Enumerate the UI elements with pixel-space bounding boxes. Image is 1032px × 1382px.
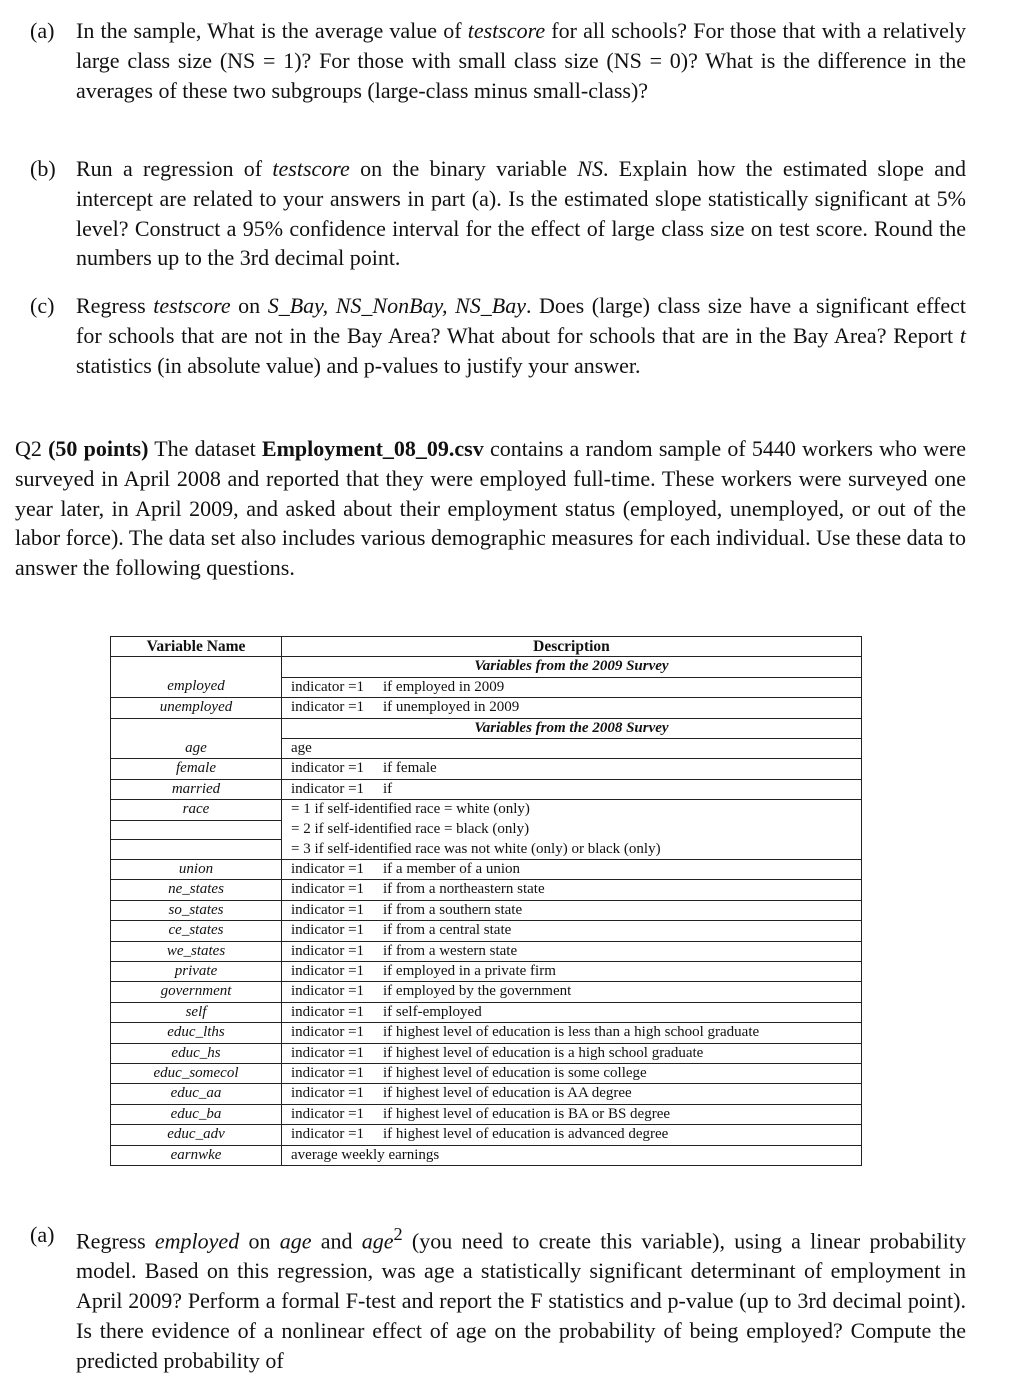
table-row	[111, 900, 862, 920]
table-row	[111, 739, 862, 759]
table-row	[111, 1145, 862, 1165]
variable-name: educ_somecol	[111, 1064, 282, 1084]
table-row	[111, 921, 862, 941]
variable-description	[282, 759, 862, 779]
section-spacer	[111, 718, 282, 738]
variable-table	[110, 636, 862, 1166]
section-2008-heading: Variables from the 2008 Survey	[282, 718, 862, 738]
variable-name: ce_states	[111, 921, 282, 941]
table-row	[111, 880, 862, 900]
question-1b	[30, 154, 966, 273]
description-text: if highest level of education is a high school graduate	[383, 1044, 704, 1061]
table-row	[111, 1043, 862, 1063]
variable-name: union	[111, 859, 282, 879]
table-row	[111, 779, 862, 799]
question-1c-label: (c)	[30, 293, 55, 318]
description-text: if self-employed	[383, 1003, 482, 1020]
description-text: if from a central state	[383, 922, 512, 939]
variable-description	[282, 1064, 862, 1084]
question-1a	[30, 16, 966, 105]
variable-description	[282, 1002, 862, 1022]
race-code-line: = 2 if self-identified race = black (only)	[282, 820, 862, 839]
variable-description	[282, 982, 862, 1002]
variable-name: educ_aa	[111, 1084, 282, 1104]
table-row	[111, 1023, 862, 1043]
indicator-text: indicator =1	[291, 963, 365, 979]
variable-description	[282, 1104, 862, 1124]
description-text: if highest level of education is less than a high school graduate	[383, 1024, 760, 1041]
variable-description	[282, 1023, 862, 1043]
indicator-text: indicator =1	[291, 942, 365, 959]
header-variable-name: Variable Name	[111, 637, 282, 657]
description-text: if a member of a union	[383, 860, 521, 877]
header-description: Description	[282, 637, 862, 657]
indicator-text: indicator =1	[291, 1024, 365, 1041]
indicator-text: indicator =1	[291, 860, 365, 877]
question-1c-text: Regress testscore on S_Bay, NS_NonBay, NS_Bay. Does (large) class size have a significant effect for schools that are not in the Bay Area? What about for schools that are in the Bay Area? Report t statistics (in absolute value) and p-values to justify your answer.	[76, 293, 967, 378]
table-row	[111, 1084, 862, 1104]
indicator-text: indicator =1	[291, 983, 365, 1000]
question-2a-label: (a)	[30, 1222, 55, 1247]
indicator-text: indicator =1	[291, 760, 365, 777]
variable-name: age	[111, 739, 282, 759]
description-text: if from a southern state	[383, 901, 523, 918]
description-text: if from a western state	[383, 942, 518, 959]
section-2009-heading: Variables from the 2009 Survey	[282, 657, 862, 677]
variable-description	[282, 677, 862, 697]
variable-description	[282, 1125, 862, 1145]
variable-name: educ_lths	[111, 1023, 282, 1043]
variable-description	[282, 941, 862, 961]
description-text: if highest level of education is some college	[383, 1065, 647, 1082]
table-row	[111, 1104, 862, 1124]
indicator-text: indicator =1	[291, 678, 365, 695]
description-text: if unemployed in 2009	[383, 699, 520, 716]
question-2a-text: Regress employed on age and age$^2$ (you need to create this variable), using a linear probability model. Based on this regression, was age a statistically significant determinant of employment in April 2009? Perform a formal F-test and report the F statistics and p-value (up to 3rd decimal point). Is there evidence of a nonlinear effect of age on the probability of being employed? Compute the predicted probability of	[76, 1224, 967, 1373]
indicator-text: indicator =1	[291, 1126, 365, 1143]
variable-name: government	[111, 982, 282, 1002]
indicator-text: indicator =1	[291, 699, 365, 716]
table-row	[111, 859, 862, 879]
question-1c	[30, 291, 966, 380]
indicator-text: indicator =1	[291, 881, 365, 898]
description-text: if from a northeastern state	[383, 881, 545, 898]
variable-name: married	[111, 779, 282, 799]
variable-description	[282, 962, 862, 982]
description-text: if highest level of education is advanced degree	[383, 1126, 669, 1143]
variable-description	[282, 739, 862, 759]
variable-description	[282, 880, 862, 900]
variable-description	[282, 1084, 862, 1104]
indicator-text: indicator =1	[291, 901, 365, 918]
variable-description	[282, 698, 862, 718]
description-text: if highest level of education is BA or BS degree	[383, 1105, 671, 1122]
variable-description	[282, 1043, 862, 1063]
indicator-text: average weekly earnings	[291, 1146, 440, 1163]
indicator-text: indicator =1	[291, 1003, 365, 1020]
variable-name: female	[111, 759, 282, 779]
table-row	[111, 1125, 862, 1145]
variable-name-continued	[111, 820, 282, 839]
indicator-text: indicator =1	[291, 1065, 365, 1082]
variable-name-continued	[111, 840, 282, 860]
question-2-intro: Q2 (50 points) The dataset Employment_08_09.csv contains a random sample of 5440 workers who were surveyed in April 2008 and reported that they were employed full-time. These workers were surveyed one year later, in April 2009, and asked about their employment status (employed, unemployed, or out of the labor force). The data set also includes various demographic measures for each individual. Use these data to answer the following questions.	[15, 436, 966, 581]
table-row	[111, 698, 862, 718]
question-1b-label: (b)	[30, 156, 56, 181]
variable-description	[282, 859, 862, 879]
table-row	[111, 759, 862, 779]
description-text: if employed in a private firm	[383, 963, 556, 979]
variable-name: race	[111, 800, 282, 820]
variable-name: earnwke	[111, 1145, 282, 1165]
table-row	[111, 677, 862, 697]
question-1b-text: Run a regression of testscore on the binary variable NS. Explain how the estimated slope and intercept are related to your answers in part (a). Is the estimated slope statistically significant at 5% level? Construct a 95% confidence interval for the effect of large class size on test score. Round the numbers up to the 3rd decimal point.	[76, 156, 967, 271]
variable-name: educ_hs	[111, 1043, 282, 1063]
section-spacer	[111, 657, 282, 677]
variable-name: educ_ba	[111, 1104, 282, 1124]
variable-name: ne_states	[111, 880, 282, 900]
variable-description	[282, 779, 862, 799]
question-1a-text: In the sample, What is the average value of testscore for all schools? For those that with a relatively large class size (NS = 1)? For those with small class size (NS = 0)? What is the difference in the averages of these two subgroups (large-class minus small-class)?	[76, 18, 966, 103]
variable-description	[282, 1145, 862, 1165]
race-code-line: = 3 if self-identified race was not white (only) or black (only)	[282, 840, 862, 860]
indicator-text: indicator =1	[291, 1085, 365, 1102]
table-row	[111, 982, 862, 1002]
description-text: if highest level of education is AA degree	[383, 1085, 632, 1102]
table-row	[111, 962, 862, 982]
variable-description	[282, 921, 862, 941]
table-row	[111, 800, 862, 820]
description-text: if female	[383, 760, 437, 777]
indicator-text: age	[291, 740, 312, 757]
description-text: if employed in 2009	[383, 678, 505, 695]
variable-name: unemployed	[111, 698, 282, 718]
variable-name: self	[111, 1002, 282, 1022]
indicator-text: indicator =1	[291, 1044, 365, 1061]
table-row	[111, 1002, 862, 1022]
variable-description	[282, 900, 862, 920]
indicator-text: indicator =1	[291, 922, 365, 939]
variable-name: employed	[111, 677, 282, 697]
variable-name: we_states	[111, 941, 282, 961]
question-2a	[30, 1220, 966, 1375]
variable-name: so_states	[111, 900, 282, 920]
question-1a-label: (a)	[30, 18, 55, 43]
race-code-line: = 1 if self-identified race = white (only)	[282, 800, 862, 820]
table-row	[111, 1064, 862, 1084]
table-row	[111, 820, 862, 839]
table-row	[111, 941, 862, 961]
variable-name: educ_adv	[111, 1125, 282, 1145]
indicator-text: indicator =1	[291, 1105, 365, 1122]
variable-name: private	[111, 962, 282, 982]
description-text: if employed by the government	[383, 983, 572, 1000]
table-row	[111, 840, 862, 860]
description-text: if	[383, 780, 393, 797]
indicator-text: indicator =1	[291, 780, 365, 797]
